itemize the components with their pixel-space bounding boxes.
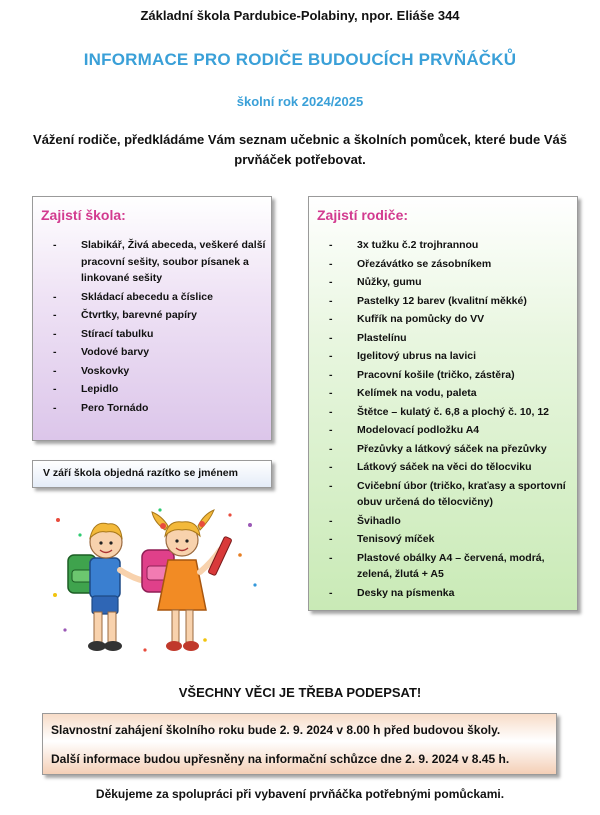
list-item: - Štětce – kulatý č. 6,8 a plochý č. 10, 12 <box>329 404 574 421</box>
list-item: - Přezůvky a látkový sáček na přezůvky <box>329 441 574 458</box>
school-year: školní rok 2024/2025 <box>236 94 364 109</box>
stamp-note: V září škola objedná razítko se jménem <box>32 460 272 488</box>
list-item: - Desky na písmenka <box>329 585 574 602</box>
page-title: INFORMACE PRO RODIČE BUDOUCÍCH PRVŇÁČKŮ <box>83 50 517 69</box>
list-item: - Čtvrtky, barevné papíry <box>53 307 268 324</box>
list-item: - Lepidlo <box>53 381 268 398</box>
children-illustration <box>50 500 265 660</box>
list-item: - Tenisový míček <box>329 531 574 548</box>
list-item: - Skládací abecedu a číslice <box>53 289 268 306</box>
list-item: - Modelovací podložku A4 <box>329 422 574 439</box>
list-item: - Stírací tabulku <box>53 326 268 343</box>
list-item: - Igelitový ubrus na lavici <box>329 348 574 365</box>
list-item: - Nůžky, gumu <box>329 274 574 291</box>
list-item: - Pero Tornádo <box>53 400 268 417</box>
parents-items-list <box>329 237 574 603</box>
list-item: - Slabikář, Živá abeceda, veškeré další pracovní sešity, soubor písanek a linkované sešity <box>53 237 268 287</box>
info-line-opening: Slavnostní zahájení školního roku bude 2. 9. 2024 v 8.00 h před budovou školy. <box>51 723 501 737</box>
list-item: - Ořezávátko se zásobníkem <box>329 256 574 273</box>
list-item: - Kelímek na vodu, paleta <box>329 385 574 402</box>
list-item: - Kufřík na pomůcky do VV <box>329 311 574 328</box>
school-box-title: Zajistí škola: <box>41 207 126 223</box>
list-item: - 3x tužku č.2 trojhrannou <box>329 237 574 254</box>
thanks-text: Děkujeme za spolupráci při vybavení prvňáčka potřebnými pomůckami. <box>95 787 505 801</box>
parents-provide-box <box>308 196 578 611</box>
list-item: - Pracovní košile (tričko, zástěra) <box>329 367 574 384</box>
sign-notice: VŠECHNY VĚCI JE TŘEBA PODEPSAT! <box>178 685 422 700</box>
info-box <box>42 713 557 775</box>
school-name: Základní škola Pardubice-Polabiny, npor. Eliáše 344 <box>140 8 460 23</box>
list-item: - Vodové barvy <box>53 344 268 361</box>
intro-line-2: prvňáček potřebovat. <box>234 152 366 167</box>
intro-text <box>30 130 570 170</box>
intro-line-1: Vážení rodiče, předkládáme Vám seznam učebnic a školních pomůcek, které bude Váš <box>33 132 567 147</box>
list-item: - Pastelky 12 barev (kvalitní měkké) <box>329 293 574 310</box>
school-items-list <box>53 237 268 418</box>
list-item: - Voskovky <box>53 363 268 380</box>
school-provides-box <box>32 196 272 441</box>
info-line-meeting: Další informace budou upřesněny na informační schůzce dne 2. 9. 2024 v 8.45 h. <box>51 752 510 766</box>
list-item: - Plastelínu <box>329 330 574 347</box>
girl-figure <box>142 510 232 651</box>
list-item: - Látkový sáček na věci do tělocviku <box>329 459 574 476</box>
list-item: - Plastové obálky A4 – červená, modrá, zelená, žlutá + A5 <box>329 550 574 583</box>
parents-box-title: Zajistí rodiče: <box>317 207 409 223</box>
list-item: - Cvičební úbor (tričko, kraťasy a sportovní obuv určená do tělocvičny) <box>329 478 574 511</box>
boy-figure <box>68 523 150 651</box>
list-item: - Švihadlo <box>329 513 574 530</box>
